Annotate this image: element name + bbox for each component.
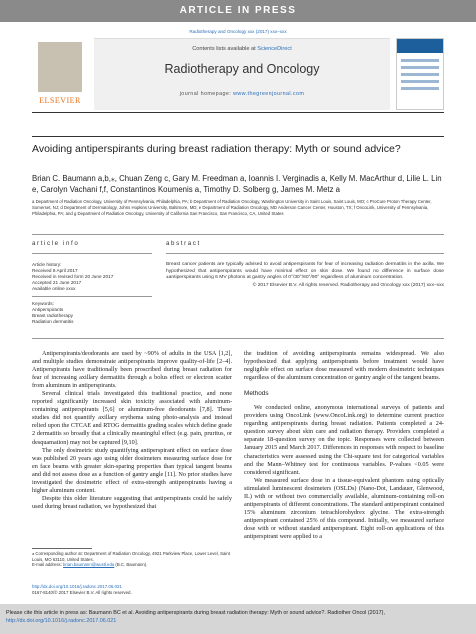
issn-line: 0167-8140/© 2017 Elsevier B.V. All rights reserved. <box>32 590 132 595</box>
affiliation-rule <box>32 234 444 235</box>
email-label: E-mail address: <box>32 562 64 568</box>
affiliations: a Department of Radiation Oncology, University of Pennsylvania, Philadelphia, PA; b Department of Radiation Oncology, Washington University in Saint Louis, Saint Louis, MO; c ProCure Proton Therapy Center, Somerset, NJ; d Department of Dermatology, Johns Hopkins University, Baltimore, MD; e Department of Radiation Oncology, MD Anderson Cancer Center, Houston, TX; f OncoLink, University of Pennsylvania, Philadelphia, PA; and g Department of Radiation Oncology, University of California San Francisco, San Francisco, CA, United States <box>32 199 432 216</box>
article-history <box>32 262 152 292</box>
doi-link[interactable]: http://dx.doi.org/10.1016/j.radonc.2017.06.021 <box>32 584 122 589</box>
body-paragraph: Despite this older literature suggesting that antiperspirants could be safely used during breast radiation, we hypothesized that <box>32 494 232 510</box>
doi-block <box>32 584 332 596</box>
abstract-copyright: © 2017 Elsevier B.V. All rights reserved. Radiotherapy and Oncology xxx (2017) xxx–xxx <box>252 282 444 288</box>
journal-header <box>32 38 444 110</box>
journal-banner <box>94 38 390 110</box>
keyword-item: Antiperspirants <box>32 307 64 312</box>
keyword-item: Breast radiotherapy <box>32 313 73 318</box>
cover-text-lines <box>401 59 439 94</box>
methods-paragraph: We measured surface dose in a tissue-equivalent phantom using optically stimulated luminescent dosimeters (OSLDs) (Nano-Dot, Landauer, Glenwood, IL) with or without two commercially available, aluminum-containing roll-on antiperspirants of different concentrations. The standard antiperspirant contained 15% aluminum zirconium tetrachlorohydrex glycine. The extra-strength antiperspirant contained 25% of this compound. Initially, we measured surface dose with or without standard antiperspirant. Eight roll-on applications of this antiperspirant were applied to a <box>244 476 444 540</box>
keywords-rule <box>32 296 152 297</box>
body-paragraph: Antiperspirants/deodorants are used by ~90% of adults in the USA [1,2], and multiple studies demonstrate antiperspirants improve quality-of-life [2–4]. Antiperspirants have traditionally been proscribed during breast radiation for fear of increasing axillary dermatitis through a bolus effect or electron scatter from aluminum in antiperspirants. <box>32 350 232 390</box>
corresponding-author-footnote <box>32 551 232 568</box>
abstract-bottom-rule <box>32 338 444 339</box>
header-rule <box>32 112 444 113</box>
journal-homepage-link[interactable]: www.thegreenjournal.com <box>233 91 305 97</box>
footnote-email-line <box>32 562 232 568</box>
article-in-press-banner: ARTICLE IN PRESS <box>0 0 476 22</box>
citation-doi-link[interactable]: http://dx.doi.org/10.1016/j.radonc.2017.06.021 <box>6 618 117 624</box>
article-info-rule <box>32 253 152 254</box>
elsevier-logo <box>32 40 88 108</box>
methods-paragraph: We conducted online, anonymous international surveys of patients and providers using OncoLink (www.OncoLink.org) to determine current practice regarding antiperspirants during breast radiation. Patients completed a 24-question survey about skin care and radiation therapy. Providers completed a separate 18-question survey on the topic. Responses were collected between January 2015 and March 2017. Differences in responses with respect to baseline characteristics were assessed using the Chi-square test for categorical variables and the Mann–Whitney test for continuous variables. P-values <0.05 were considered significant. <box>244 404 444 476</box>
body-paragraph: The only dosimetric study quantifying antiperspirant effect on surface dose was published 20 years ago using older dosimeters measuring surface dose for en face beams with greater skin-sparing properties than typical tangent beams and did not assess dose as a function of gantry angle [11]. No prior studies have investigated the dosimetric effect of extra-strength antiperspirants having a higher aluminum content. <box>32 446 232 494</box>
abstract-body <box>166 262 444 289</box>
footnote-rule <box>32 548 92 549</box>
journal-cover-thumbnail <box>396 38 444 110</box>
paper-title: Avoiding antiperspirants during breast radiation therapy: Myth or sound advice? <box>32 143 401 155</box>
body-column-left <box>32 350 232 511</box>
abstract-rule <box>166 253 444 254</box>
author-email-link[interactable]: brian.baumann@wustl.edu <box>63 562 115 568</box>
body-paragraph: the tradition of avoiding antiperspirants remains widespread. We also hypothesized that applying antiperspirants before treatment would have negligible effect on surface dose measured with modern dosimetric techniques regardless of the aluminum concentration or gantry angle of the tangent beams. <box>244 350 444 382</box>
history-revised: Received in revised form 20 June 2017 <box>32 274 114 279</box>
author-list: Brian C. Baumann a,b,⁎, Chuan Zeng c, Gary M. Freedman a, Ioannis I. Verginadis a, Kelly M. MacArthur d, Lilie L. Lin e, Carolyn Vachani f,f, Constantinos Koumenis a, Timothy D. Solberg g, James M. Metz a <box>32 174 442 194</box>
abstract-text: Breast cancer patients are typically advised to avoid antiperspirants for fear of increasing radiation dermatitis in the axilla. We hypothesized that antiperspirants would have minimal effect on skin dose. We found no difference in surface dose ±antiperspirants using 6 MV photons at gantry angles of 0°/30°/60°/90° regardless of aluminum concentration. <box>166 262 444 281</box>
history-accepted: Accepted 21 June 2017 <box>32 280 82 285</box>
homepage-prefix: journal homepage: <box>179 91 234 97</box>
homepage-line <box>94 91 390 97</box>
body-column-right <box>244 350 444 541</box>
history-received: Received 8 April 2017 <box>32 268 78 273</box>
title-top-rule <box>32 136 444 137</box>
contents-line <box>94 46 390 52</box>
email-suffix: (B.C. Baumann). <box>114 562 148 568</box>
elsevier-logo-text: ELSEVIER <box>39 96 81 105</box>
abstract-heading: abstract <box>166 240 201 247</box>
footnote-text: ⁎ Corresponding author at: Department of Radiation Oncology, 4921 Parkview Place, Lower Level, Saint Louis, MO 63110, United States. <box>32 551 230 562</box>
sciencedirect-link[interactable]: ScienceDirect <box>257 46 292 52</box>
journal-title: Radiotherapy and Oncology <box>164 62 320 76</box>
body-paragraph: Several clinical trials investigated this traditional practice, and none reported significantly increased skin toxicity associated with aluminum-containing antiperspirants [5,6] or aluminum-free deodorants [7,8]. These studies did not quantify axillary erythema using photo-analysis and instead relied upon the CTCAE and RTOG dermatitis grading scales which define grade 2 dermatitis so broadly that a clinically meaningful effect (e.g. pain, pruritus, or desquamation) may not be captured [9,10]. <box>32 390 232 446</box>
elsevier-tree-icon <box>38 42 82 92</box>
keywords-block <box>32 301 152 325</box>
citation-box <box>0 604 476 634</box>
methods-heading: Methods <box>244 390 269 398</box>
cover-header-band <box>397 39 443 53</box>
contents-prefix: Contents lists available at <box>192 46 258 52</box>
citation-text: Please cite this article in press as: Baumann BC et al. Avoiding antiperspirants during breast radiation therapy: Myth or sound advice?. Radiother Oncol (2017), <box>6 610 385 616</box>
keywords-label: Keywords: <box>32 301 54 306</box>
article-info-heading: article info <box>32 240 80 247</box>
journal-reference-link[interactable]: Radiotherapy and Oncology xxx (2017) xxx–xxx <box>189 29 287 34</box>
history-label: Article history: <box>32 262 62 267</box>
history-online: Available online xxxx <box>32 286 76 291</box>
keyword-item: Radiation dermatitis <box>32 319 74 324</box>
